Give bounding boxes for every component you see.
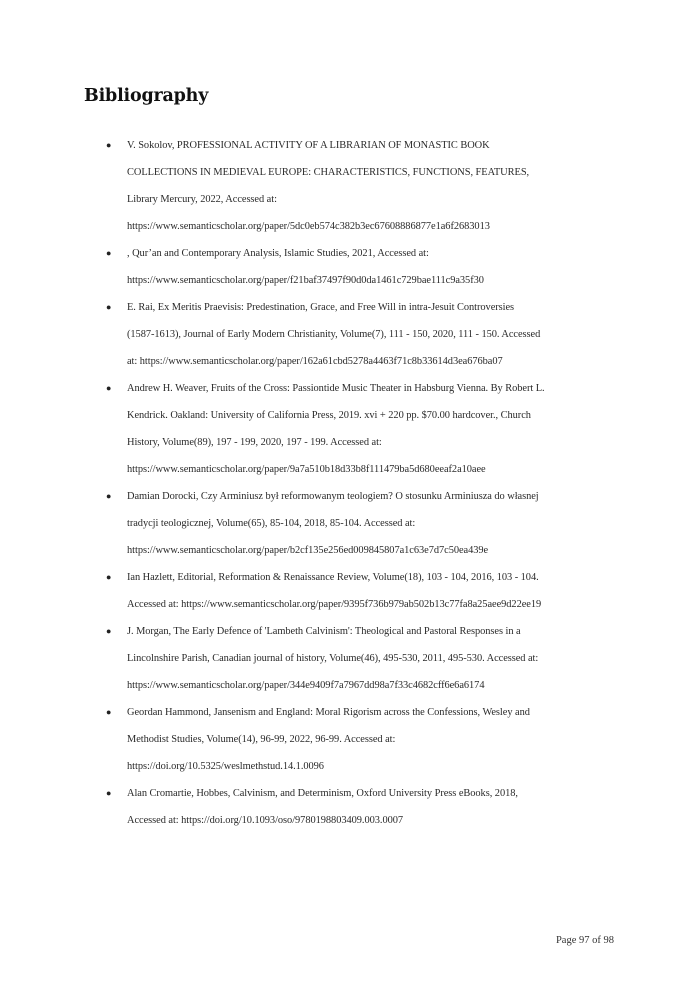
bullet-icon: ●: [106, 302, 112, 312]
entry-text: J. Morgan, The Early Defence of 'Lambeth Calvinism': Theological and Pastoral Responses in a Lincolnshire Parish, Canadian journal of history, Volume(46), 495-530, 2011, 495-530. Accessed at: https://www.semanticscholar.org/paper/344e9409f7a7967dd98a7f33c4682cff6e6a6174: [127, 626, 539, 691]
bibliography-entry: [0, 294, 603, 375]
bullet-icon: ●: [106, 707, 112, 717]
bullet-icon: ●: [106, 248, 112, 258]
bullet-icon: ●: [106, 491, 112, 501]
bullet-icon: ●: [106, 626, 112, 636]
bibliography-entry: [0, 618, 603, 699]
bibliography-entry: [0, 483, 603, 564]
bibliography-entry: [0, 780, 603, 834]
bullet-icon: ●: [106, 572, 112, 582]
bibliography-entry: [0, 240, 603, 294]
entry-text: , Qur’an and Contemporary Analysis, Islamic Studies, 2021, Accessed at: https://www.semanticscholar.org/paper/f21baf37497f90d0da1461c729bae111c9a35f30: [127, 248, 484, 286]
entry-text: Ian Hazlett, Editorial, Reformation & Renaissance Review, Volume(18), 103 - 104, 2016, 103 - 104. Accessed at: https://www.semanticscholar.org/paper/9395f736b979ab502b13c77fa8a25aee9d22ee19: [127, 572, 542, 610]
bibliography-entry: [0, 375, 603, 483]
entry-text: Alan Cromartie, Hobbes, Calvinism, and Determinism, Oxford University Press eBooks, 2018, Accessed at: https://doi.org/10.1093/oso/9780198803409.003.0007: [127, 788, 518, 826]
page-number: Page 97 of 98: [555, 935, 614, 946]
bibliography-entry: [0, 564, 603, 618]
entry-text: Andrew H. Weaver, Fruits of the Cross: Passiontide Music Theater in Habsburg Vienna. By Robert L. Kendrick. Oakland: University of California Press, 2019. xvi + 220 pp. $70.00 hardcover., Church History, Volume(89), 197 - 199, 2020, 197 - 199. Accessed at: https://www.semanticscholar.org/paper/9a7a510b18d33b8f111479ba5d680eeaf2a10aee: [127, 383, 545, 475]
entry-text: V. Sokolov, PROFESSIONAL ACTIVITY OF A LIBRARIAN OF MONASTIC BOOK COLLECTIONS IN MEDIEVAL EUROPE: CHARACTERISTICS, FUNCTIONS, FEATURES, Library Mercury, 2022, Accessed at: https://www.semanticscholar.org/paper/5dc0eb574c382b3ec67608886877e1a6f2683013: [127, 140, 530, 232]
entry-text: Geordan Hammond, Jansenism and England: Moral Rigorism across the Confessions, Wesley and Methodist Studies, Volume(14), 96-99, 2022, 96-99. Accessed at: https://doi.org/10.5325/weslmethstud.14.1.0096: [127, 707, 530, 772]
bullet-icon: ●: [106, 383, 112, 393]
bullet-icon: ●: [106, 788, 112, 798]
bibliography-entry: [0, 699, 603, 780]
bibliography-list: [0, 132, 603, 834]
section-title: Bibliography: [84, 86, 209, 106]
bibliography-entry: [0, 132, 603, 240]
bullet-icon: ●: [106, 140, 112, 150]
entry-text: Damian Dorocki, Czy Arminiusz był reformowanym teologiem? O stosunku Arminiusza do własnej tradycji teologicznej, Volume(65), 85-104, 2018, 85-104. Accessed at: https://www.semanticscholar.org/paper/b2cf135e256ed009845807a1c63e7d7c50ea439e: [127, 491, 539, 556]
entry-text: E. Rai, Ex Meritis Praevisis: Predestination, Grace, and Free Will in intra-Jesuit Controversies (1587-1613), Journal of Early Modern Christianity, Volume(7), 111 - 150, 2020, 111 - 150. Accessed at: https://www.semanticscholar.org/paper/162a61cbd5278a4463f71c8b33614d3ea676ba07: [127, 302, 541, 367]
